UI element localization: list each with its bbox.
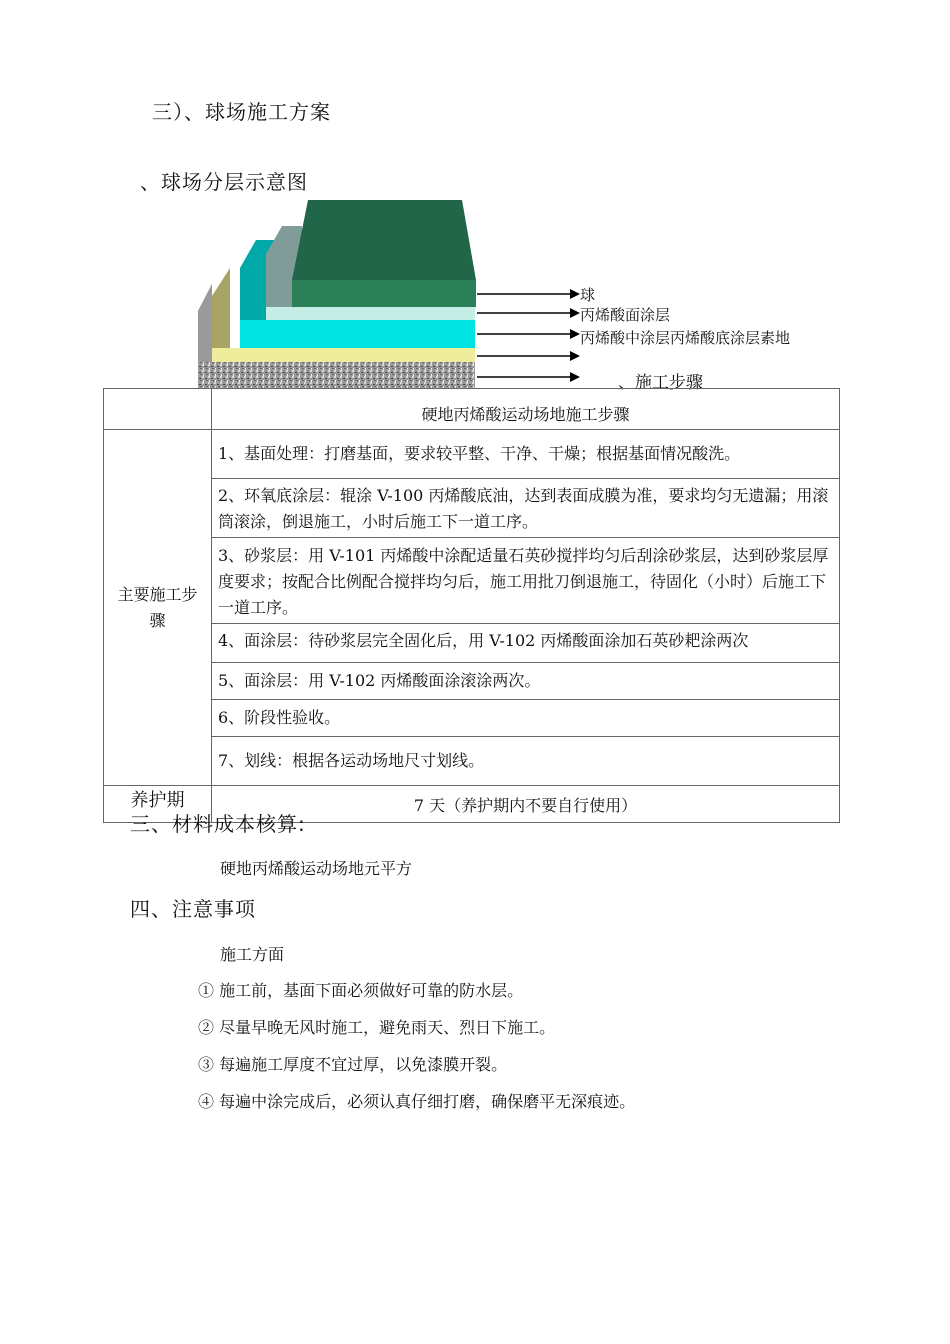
steps-heading: 、施工步骤 (618, 373, 703, 393)
table-cell (104, 389, 212, 430)
table-row (104, 479, 840, 538)
table-row (104, 737, 840, 786)
step-7: 7、划线：根据各运动场地尺寸划线。 (212, 737, 840, 786)
note-item-2: ② 尽量早晚无风时施工，避免雨天、烈日下施工。 (198, 1018, 556, 1037)
steps-table (103, 388, 840, 823)
table-caption: 硬地丙烯酸运动场地施工步骤 (212, 389, 840, 430)
section3-title: 三、材料成本核算 (130, 812, 298, 836)
table-row (104, 430, 840, 479)
care-label: 养护期 (104, 786, 212, 823)
gray-side (198, 284, 212, 362)
section3-colon: : (298, 812, 306, 836)
note-item-3: ③ 每遍施工厚度不宜过厚，以免漆膜开裂。 (198, 1055, 508, 1074)
label-layers: 丙烯酸中涂层丙烯酸底涂层素地 (580, 329, 791, 347)
section4-sub: 施工方面 (220, 945, 285, 964)
label-top-coat: 丙烯酸面涂层 (580, 306, 671, 324)
table-row (104, 389, 840, 430)
concrete-base (198, 362, 475, 389)
note-item-1: ① 施工前，基面下面必须做好可靠的防水层。 (198, 981, 524, 1000)
layer-diagram-graphic (190, 196, 840, 392)
yellow-layer (212, 348, 475, 362)
section4-heading: 四、注意事项 (130, 897, 256, 921)
table-row (104, 624, 840, 663)
section-heading: 三）、球场施工方案 (152, 100, 331, 124)
care-text: 7 天（养护期内不要自行使用） (212, 786, 840, 823)
top-block-front (292, 280, 476, 307)
step-6: 6、阶段性验收。 (212, 700, 840, 737)
note-item-4: ④ 每遍中涂完成后，必须认真仔细打磨，确保磨平无深痕迹。 (198, 1092, 636, 1111)
light-layer (266, 307, 475, 320)
section3-heading (130, 808, 306, 837)
step-2: 2、环氧底涂层：辊涂 V-100 丙烯酸底油，达到表面成膜为准，要求均匀无遗漏；用滚筒滚涂，倒退施工，小时后施工下一道工序。 (212, 479, 840, 538)
diagram-heading: 、球场分层示意图 (140, 170, 308, 194)
cyan-layer (240, 320, 475, 348)
section3-line: 硬地丙烯酸运动场地元平方 (220, 859, 413, 878)
arrowheads (570, 289, 580, 382)
step-5: 5、面涂层：用 V-102 丙烯酸面涂滚涂两次。 (212, 663, 840, 700)
label-ball: 球 (580, 286, 596, 304)
side-label (104, 430, 212, 786)
top-block-face (292, 200, 476, 280)
step-3: 3、砂浆层：用 V-101 丙烯酸中涂配适量石英砂搅拌均匀后刮涂砂浆层，达到砂浆层厚度要求；按配合比例配合搅拌均匀后，施工用批刀倒退施工，待固化（小时）后施工下一道工序。 (212, 538, 840, 624)
step-4: 4、面涂层：待砂浆层完全固化后，用 V-102 丙烯酸面涂加石英砂耙涂两次 (212, 624, 840, 663)
olive-back (212, 268, 230, 362)
table-row (104, 700, 840, 737)
arrows (477, 294, 570, 377)
side-label-text: 主要施工步骤 (117, 584, 198, 630)
layer-diagram (190, 196, 840, 392)
step-1: 1、基面处理：打磨基面，要求较平整、干净、干燥；根据基面情况酸洗。 (212, 430, 840, 479)
table-row (104, 538, 840, 624)
table-row (104, 663, 840, 700)
